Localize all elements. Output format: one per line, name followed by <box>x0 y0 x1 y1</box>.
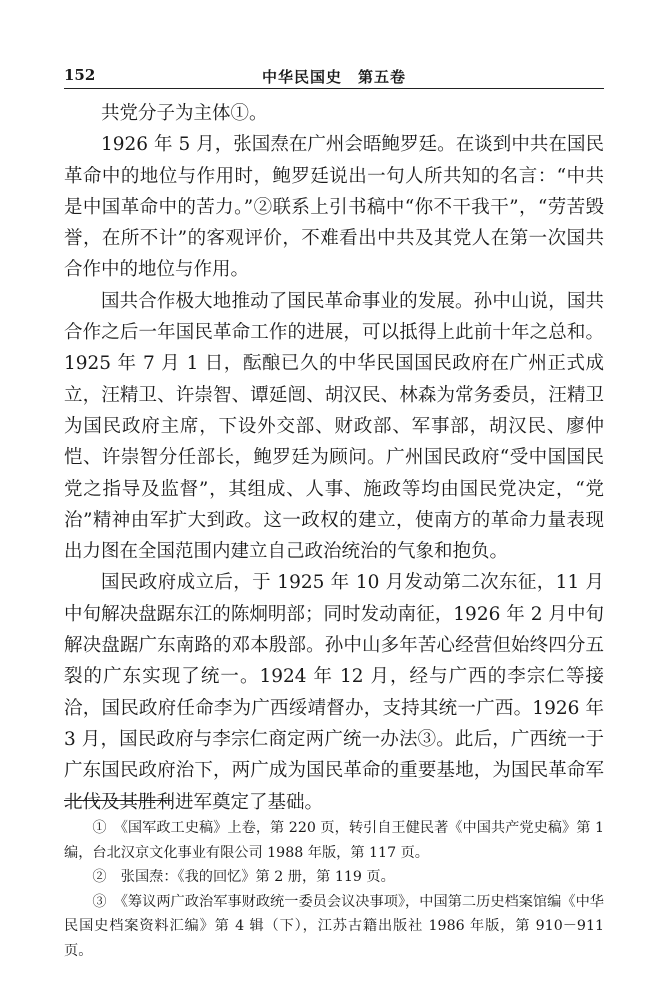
body-text <box>64 98 604 818</box>
paragraph: 国民政府成立后，于 1925 年 10 月发动第二次东征，11 月中旬解决盘踞东江的陈炯明部；同时发动南征，1926 年 2 月中旬解决盘踞广东南路的邓本殷部。孙中山多年苦心经营但始终四分五裂的广东实现了统一。1924 年 12 月，经与广西的李宗仁等接洽，国民政府任命李为广西绥靖督办，支持其统一广西。1926 年 3 月，国民政府与李宗仁商定两广统一办法③。此后，广西统一于广东国民政府治下，两广成为国民革命的重要基地，为国民革命军北伐及其胜利进军奠定了基础。 <box>64 572 604 813</box>
page-header <box>64 66 604 88</box>
footnote-rule <box>64 800 172 801</box>
paragraph: 1926 年 5 月，张国焘在广州会晤鲍罗廷。在谈到中共在国民革命中的地位与作用时，鲍罗廷说出一句人所共知的名言：“中共是中国革命中的苦力。”②联系上引书稿中“你不干我干”，“劳苦毁誉，在所不计”的客观评价，不难看出中共及其党人在第一次国共合作中的地位与作用。 <box>64 134 604 281</box>
header-rule <box>64 88 604 89</box>
page-number: 152 <box>64 66 96 84</box>
paragraph-continuation: 共党分子为主体①。 <box>101 103 268 124</box>
footnote-1: ① 《国军政工史稿》上卷，第 220 页，转引自王健民著《中国共产党史稿》第 1 编，台北汉京文化事业有限公司 1988 年版，第 117 页。 <box>64 820 604 861</box>
paragraph: 国共合作极大地推动了国民革命事业的发展。孙中山说，国共合作之后一年国民革命工作的进展，可以抵得上此前十年之总和。1925 年 7 月 1 日，酝酿已久的中华民国国民政府在广州正式成立，汪精卫、许崇智、谭延闿、胡汉民、林森为常务委员，汪精卫为国民政府主席，下设外交部、财政部、军事部，胡汉民、廖仲恺、许崇智分任部长，鲍罗廷为顾问。广州国民政府“受中国国民党之指导及监督”，其组成、人事、施政等均由国民党决定，“党治”精神由军扩大到政。这一政权的建立，使南方的革命力量表现出力图在全国范围内建立自己政治统治的气象和抱负。 <box>64 290 604 563</box>
running-title: 中华民国史 第五卷 <box>261 68 406 86</box>
footnote-2: ② 张国焘：《我的回忆》第 2 册，第 119 页。 <box>92 869 395 885</box>
footnote-3: ③ 《筹议两广政治军事财政统一委员会议决事项》，中国第二历史档案馆编《中华民国史档案资料汇编》第 4 辑（下），江苏古籍出版社 1986 年版，第 910－911 页。 <box>64 893 604 959</box>
footnotes <box>64 816 604 963</box>
